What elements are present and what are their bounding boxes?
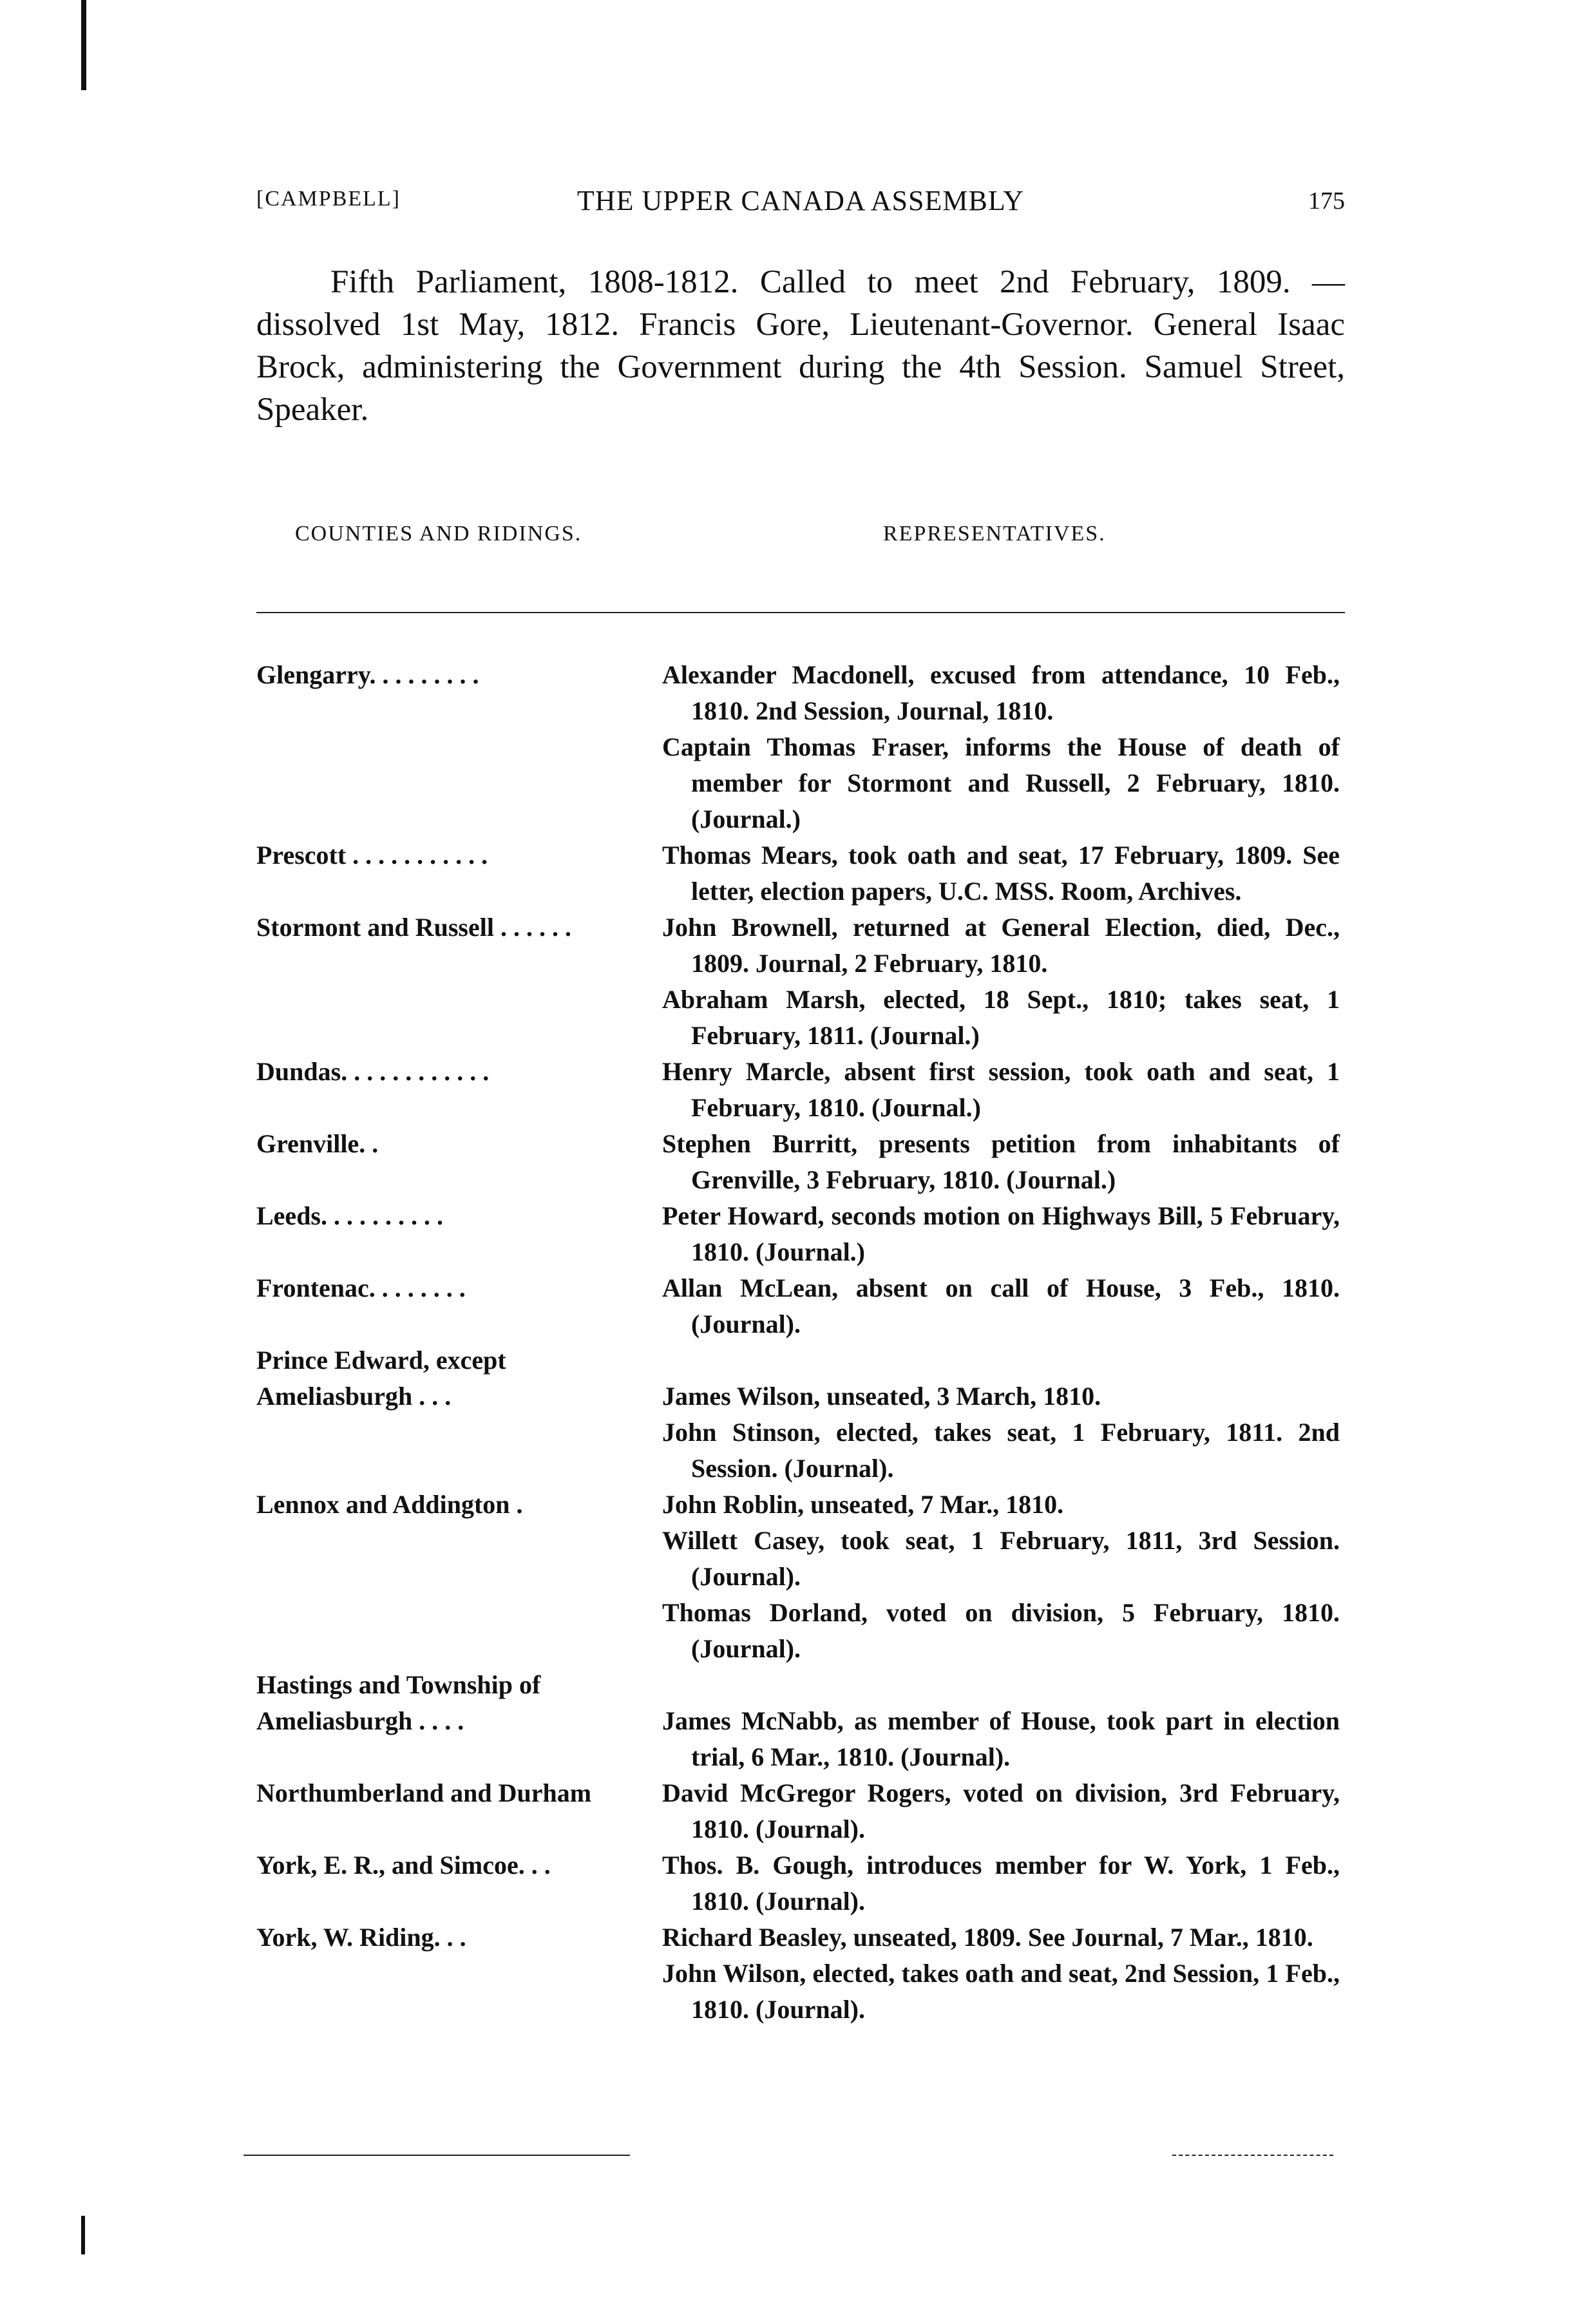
margin-mark — [81, 0, 86, 90]
top-rule — [256, 612, 1345, 613]
table-row — [256, 1054, 1345, 1126]
representative-entry: Thomas Dorland, voted on division, 5 February, 1810. (Journal). — [662, 1598, 1340, 1663]
representative-entry — [662, 1667, 1340, 1703]
representative-entry: Stephen Burritt, presents petition from inhabitants of Grenville, 3 February, 1810. (Journal.) — [662, 1129, 1340, 1194]
table-row — [256, 1919, 1345, 2028]
page-number: 175 — [1308, 187, 1345, 214]
county-name: Prescott . . . . . . . . . . . — [256, 841, 488, 870]
table-row — [256, 1775, 1345, 1847]
representative-entry: Thomas Mears, took oath and seat, 17 February, 1809. See letter, election papers, U.C. MSS. Room, Archives. — [662, 841, 1340, 906]
representative-entry: James McNabb, as member of House, took part in election trial, 6 Mar., 1810. (Journal). — [662, 1706, 1340, 1771]
representative-entry: John Wilson, elected, takes oath and seat, 2nd Session, 1 Feb., 1810. (Journal). — [662, 1959, 1340, 2024]
county-name: Lennox and Addington . — [256, 1490, 523, 1519]
bottom-rule — [243, 2155, 630, 2156]
column-headings — [256, 522, 1345, 554]
county-name: York, E. R., and Simcoe. . . — [256, 1851, 551, 1880]
entries-table — [256, 657, 1345, 2028]
representative-entry: James Wilson, unseated, 3 March, 1810. — [662, 1382, 1101, 1411]
running-head-author: [CAMPBELL] — [256, 187, 401, 211]
column-heading-representatives: REPRESENTATIVES. — [883, 522, 1106, 546]
table-row — [256, 1667, 1345, 1775]
table-row — [256, 837, 1345, 910]
representative-entry: Allan McLean, absent on call of House, 3 Feb., 1810. (Journal). — [662, 1273, 1340, 1338]
county-name: Hastings and Township of Ameliasburgh . . . . — [256, 1670, 541, 1735]
representatives-cell — [662, 1775, 1340, 1847]
representatives-cell — [662, 1667, 1340, 1775]
county-name: Leeds. . . . . . . . . . — [256, 1201, 443, 1230]
representative-entry: John Roblin, unseated, 7 Mar., 1810. — [662, 1490, 1064, 1519]
representatives-cell — [662, 1487, 1340, 1667]
table-row — [256, 1847, 1345, 1919]
county-name: Grenville. . — [256, 1129, 379, 1158]
county-name: Prince Edward, except Ameliasburgh . . . — [256, 1346, 506, 1411]
representative-entry: Henry Marcle, absent first session, took oath and seat, 1 February, 1810. (Journal.) — [662, 1057, 1340, 1122]
representative-entry: Abraham Marsh, elected, 18 Sept., 1810; takes seat, 1 February, 1811. (Journal.) — [662, 985, 1340, 1050]
table-row — [256, 1487, 1345, 1667]
county-name: Northumberland and Durham — [256, 1778, 592, 1807]
representative-entry: Alexander Macdonell, excused from attendance, 10 Feb., 1810. 2nd Session, Journal, 1810. — [662, 660, 1340, 725]
representatives-cell — [662, 910, 1340, 1054]
county-name: York, W. Riding. . . — [256, 1923, 466, 1952]
representatives-cell — [662, 1342, 1340, 1487]
representatives-cell — [662, 1847, 1340, 1919]
representative-entry: John Brownell, returned at General Election, died, Dec., 1809. Journal, 2 February, 1810. — [662, 913, 1340, 978]
county-name: Frontenac. . . . . . . . — [256, 1273, 466, 1302]
table-row — [256, 1126, 1345, 1198]
table-row — [256, 1270, 1345, 1342]
representative-entry: David McGregor Rogers, voted on division, 3rd February, 1810. (Journal). — [662, 1778, 1340, 1843]
representatives-cell — [662, 1919, 1340, 2028]
representative-entry: Willett Casey, took seat, 1 February, 1811, 3rd Session. (Journal). — [662, 1526, 1340, 1591]
representative-entry: Peter Howard, seconds motion on Highways Bill, 5 February, 1810. (Journal.) — [662, 1201, 1340, 1266]
margin-mark — [81, 2216, 85, 2254]
representative-entry: Richard Beasley, unseated, 1809. See Journal, 7 Mar., 1810. — [662, 1923, 1313, 1952]
representatives-cell — [662, 1270, 1340, 1342]
representatives-cell — [662, 657, 1340, 837]
representatives-cell — [662, 837, 1340, 910]
column-heading-counties: COUNTIES AND RIDINGS. — [295, 522, 582, 546]
intro-paragraph — [256, 261, 1345, 431]
intro-text: Fifth Parliament, 1808-1812. Called to meet 2nd February, 1809. —dissolved 1st May, 1812. Francis Gore, Lieutenant-Governor. General Isaac Brock, administering the Government during the 4th Session. Samuel Street, Speaker. — [256, 264, 1345, 428]
representatives-cell — [662, 1126, 1340, 1198]
representative-entry: John Stinson, elected, takes seat, 1 February, 1811. 2nd Session. (Journal). — [662, 1418, 1340, 1483]
table-row — [256, 910, 1345, 1054]
representatives-cell — [662, 1054, 1340, 1126]
bottom-rule-right — [1172, 2155, 1333, 2156]
representative-entry — [662, 1342, 1340, 1378]
table-row — [256, 1342, 1345, 1487]
county-name: Stormont and Russell . . . . . . — [256, 913, 571, 942]
representatives-cell — [662, 1198, 1340, 1270]
page-header — [256, 187, 1345, 225]
table-row — [256, 657, 1345, 837]
county-name: Dundas. . . . . . . . . . . . — [256, 1057, 490, 1086]
county-name: Glengarry. . . . . . . . . — [256, 660, 479, 689]
representative-entry: Thos. B. Gough, introduces member for W. York, 1 Feb., 1810. (Journal). — [662, 1851, 1340, 1916]
representative-entry: Captain Thomas Fraser, informs the House of death of member for Stormont and Russell, 2 February, 1810. (Journal.) — [662, 732, 1340, 833]
running-head-title: THE UPPER CANADA ASSEMBLY — [576, 185, 1025, 216]
table-row — [256, 1198, 1345, 1270]
